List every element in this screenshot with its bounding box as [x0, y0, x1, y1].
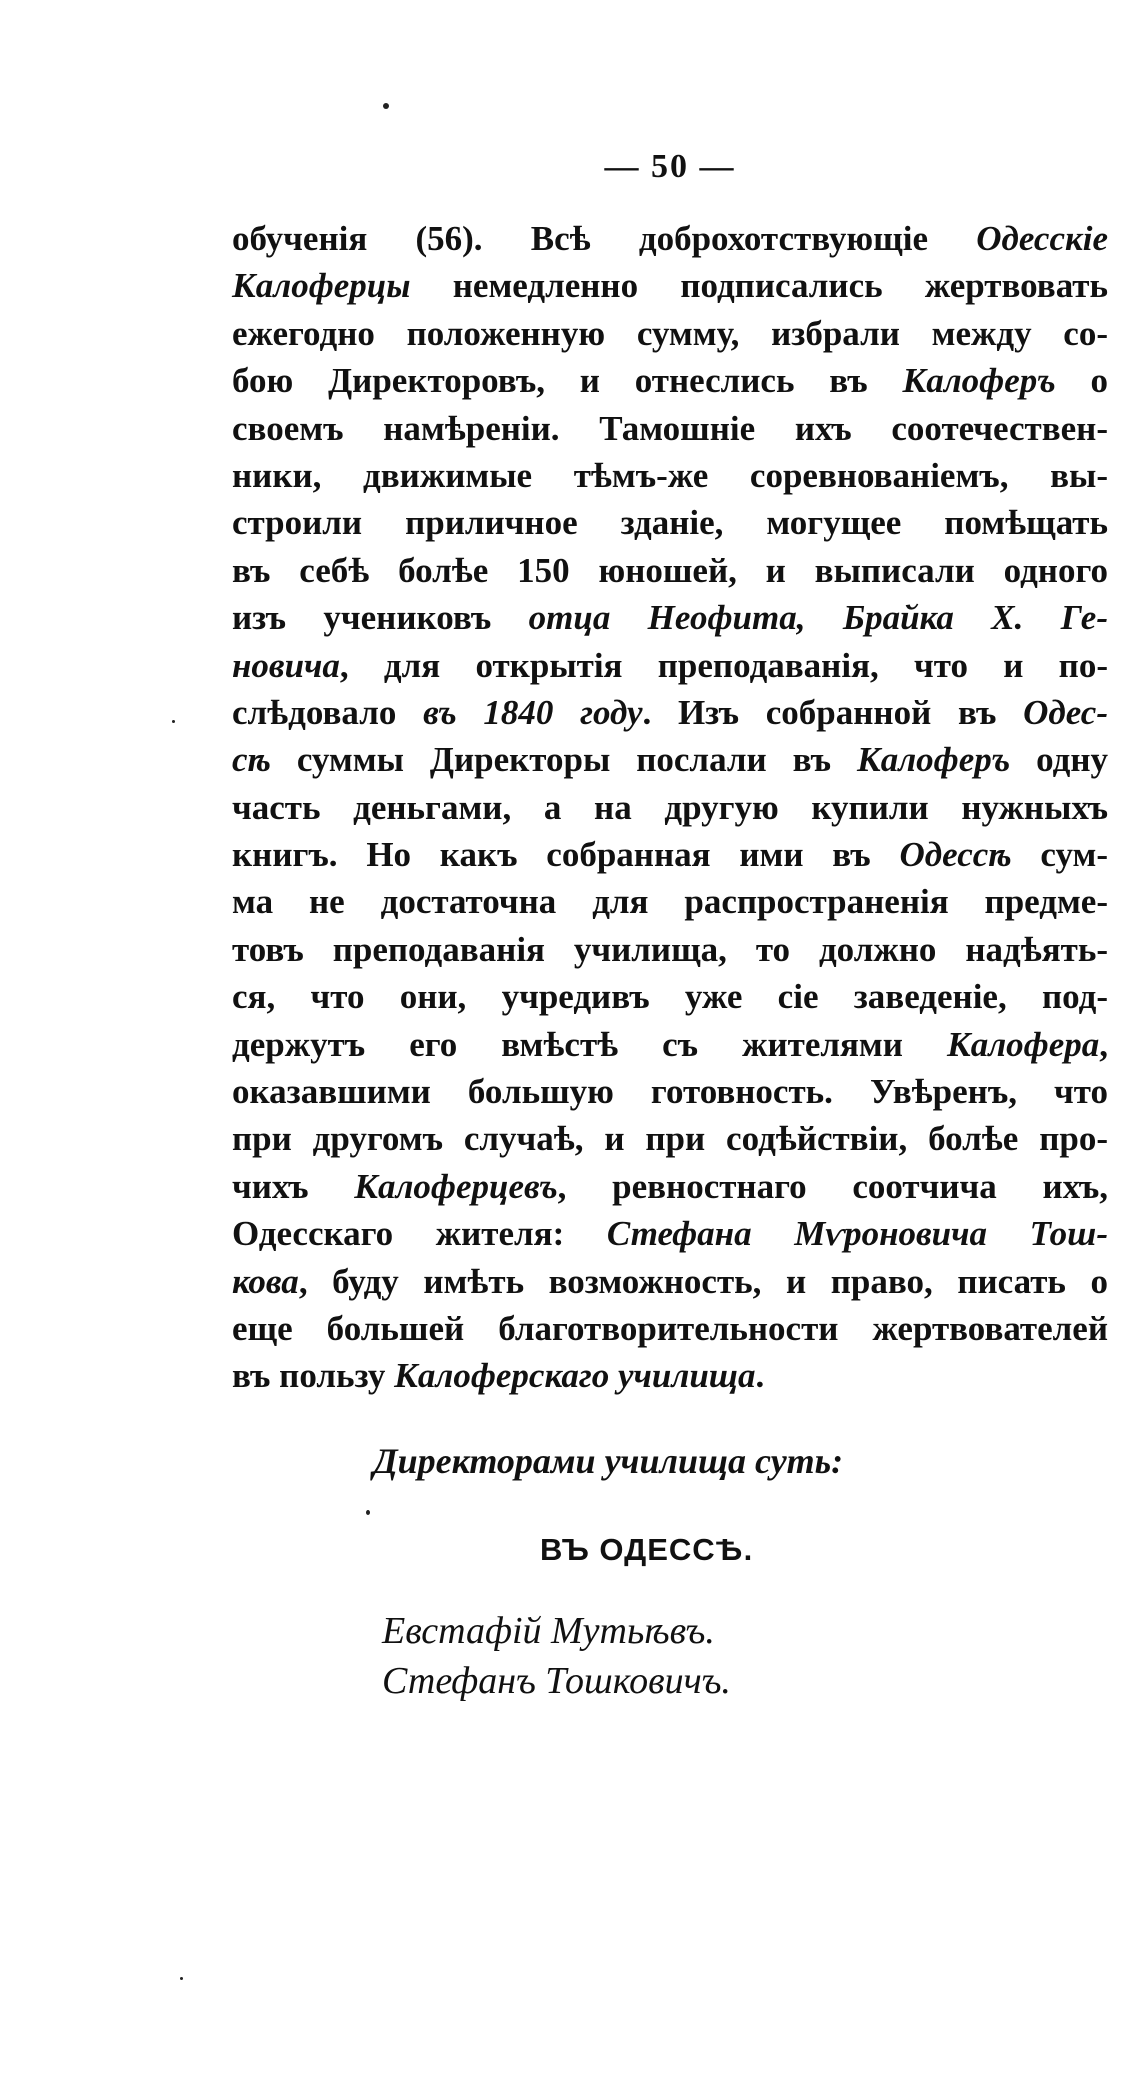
text-run: сум- [1011, 835, 1109, 875]
text-line [232, 1258, 1108, 1305]
italic-text: Одесскіе [976, 219, 1108, 258]
text-line [232, 262, 1108, 309]
italic-text: новича [232, 645, 340, 685]
text-run: , для открытія преподаванія, что и по- [339, 645, 1108, 685]
text-run: обученія (56). Всѣ доброхотствующіе [232, 219, 977, 258]
scan-speck [180, 1977, 183, 1980]
text-run: , ревностнаго соотчича ихъ, [557, 1166, 1108, 1206]
text-run: . Изъ собранной въ [642, 692, 1024, 732]
directors-list [382, 1606, 731, 1706]
text-run: ники, движимые тѣмъ-же соревнованіемъ, вы- [232, 455, 1108, 495]
text-line [232, 1163, 1108, 1210]
director-name: Евстафій Мутьѣвъ. [382, 1610, 715, 1652]
text-run: одну [1010, 740, 1108, 780]
text-run: строили приличное зданіе, могущее помѣщать [232, 503, 1108, 543]
italic-text: Калоферцевъ [354, 1166, 558, 1206]
text-run: часть деньгами, а на другую купили нужныхъ [232, 787, 1108, 827]
text-run: въ себѣ болѣе 150 юношей, и выписали одного [232, 550, 1108, 590]
text-run: суммы Директоры послали въ [270, 740, 857, 780]
text-run: о [1055, 361, 1109, 401]
text-line [232, 926, 1108, 973]
text-line [232, 831, 1108, 878]
text-line [232, 452, 1108, 499]
director-name: Стефанъ Тошковичъ. [382, 1660, 731, 1702]
italic-text: Калоферъ [902, 361, 1056, 401]
scan-speck [172, 720, 175, 723]
text-run: своемъ намѣреніи. Тамошніе ихъ соотечествен- [232, 408, 1108, 448]
text-line [232, 310, 1108, 357]
text-line [232, 499, 1108, 546]
text-line [232, 1115, 1108, 1162]
body-text [232, 215, 1108, 1400]
text-line [232, 1210, 1108, 1257]
text-run: изъ учениковъ [232, 598, 529, 638]
italic-text: Стефана Мѵроновича Тош- [606, 1214, 1108, 1254]
text-line [232, 405, 1108, 452]
text-run: ежегодно положенную сумму, избрали между со- [232, 313, 1108, 353]
text-line [232, 878, 1108, 925]
text-line [232, 689, 1108, 736]
text-line [232, 784, 1108, 831]
text-line [232, 736, 1108, 783]
text-run: немедленно подписались жертвовать [410, 266, 1108, 306]
text-line [232, 594, 1108, 641]
italic-text: Калоферцы [232, 266, 411, 306]
italic-text: Калоферъ [856, 740, 1011, 780]
italic-text: отца Неофита, Брайка Х. Ге- [528, 598, 1108, 638]
city-heading: ВЪ ОДЕССѢ. [540, 1532, 754, 1567]
text-run: держутъ его вмѣстѣ съ жителями [232, 1024, 947, 1064]
italic-text: Калоферскаго училища [394, 1356, 756, 1396]
italic-text: Калофера [946, 1024, 1100, 1064]
italic-text: Одес- [1023, 692, 1108, 732]
italic-text: въ 1840 году [423, 692, 643, 732]
text-line [232, 547, 1108, 594]
italic-text: Одессѣ [899, 835, 1012, 875]
directors-heading: Директорами училища суть: [373, 1441, 844, 1481]
text-run: при другомъ случаѣ, и при содѣйствіи, болѣе про- [232, 1119, 1108, 1159]
scan-speck [383, 103, 389, 109]
text-line [232, 1068, 1108, 1115]
text-run: слѣдовало [232, 692, 424, 732]
text-line [232, 973, 1108, 1020]
italic-text: сѣ [232, 740, 271, 780]
text-line [232, 215, 1108, 262]
text-line [232, 1305, 1108, 1352]
text-run: чихъ [232, 1166, 355, 1206]
text-line [232, 357, 1108, 404]
text-line [232, 1352, 1108, 1399]
text-run: , [1099, 1024, 1108, 1064]
text-run: еще большей благотворительности жертвователей [232, 1308, 1108, 1348]
text-run: . [755, 1356, 765, 1396]
text-run: книгъ. Но какъ собранная ими въ [232, 835, 900, 875]
text-run: Одесскаго жителя: [232, 1214, 607, 1254]
text-run: бою Директоровъ, и отнеслись въ [232, 361, 903, 401]
text-run: , буду имѣть возможность, и право, писать о [298, 1261, 1108, 1301]
italic-text: кова [232, 1261, 299, 1301]
text-line [232, 1021, 1108, 1068]
scan-speck [366, 1510, 370, 1515]
text-run: оказавшими большую готовность. Увѣренъ, что [232, 1072, 1108, 1112]
text-run: товъ преподаванія училища, то должно надѣять- [232, 929, 1108, 969]
text-run: ся, что они, учредивъ уже сіе заведеніе, под- [232, 977, 1108, 1017]
text-run: въ пользу [232, 1356, 395, 1396]
text-line [232, 642, 1108, 689]
text-run: ма не достаточна для распространенія предме- [232, 882, 1108, 922]
page-number: — 50 — [604, 148, 736, 185]
